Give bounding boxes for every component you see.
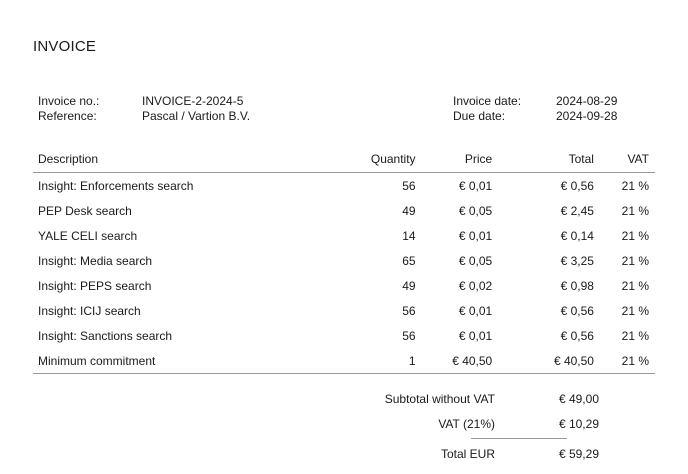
table-row — [33, 273, 655, 298]
reference-value: Pascal / Vartion B.V. — [142, 109, 251, 123]
row-description: Insight: Sanctions search — [38, 328, 173, 343]
row-price: € 0,05 — [458, 203, 493, 218]
row-total: € 2,45 — [560, 203, 594, 218]
subtotal-label: Subtotal without VAT — [384, 392, 495, 406]
row-vat: 21 % — [621, 253, 649, 268]
due-date-label: Due date: — [453, 109, 506, 123]
invoice-date-label: Invoice date: — [453, 94, 522, 108]
invoice-meta-values-left — [142, 94, 250, 124]
vat-label: VAT (21%) — [438, 417, 495, 431]
table-row — [33, 298, 655, 323]
vat-row — [33, 417, 655, 437]
row-total: € 0,56 — [560, 303, 594, 318]
header-price: Price — [416, 146, 493, 173]
row-description: YALE CELI search — [38, 228, 138, 243]
row-price: € 0,01 — [458, 178, 493, 193]
table-header-row — [33, 146, 655, 173]
row-total: € 40,50 — [492, 348, 594, 374]
table-row — [33, 348, 655, 374]
row-description: Insight: Media search — [38, 253, 153, 268]
row-total: € 0,56 — [560, 178, 594, 193]
row-description: Insight: Enforcements search — [38, 178, 194, 193]
row-quantity: 49 — [402, 203, 416, 218]
row-quantity: 56 — [402, 328, 416, 343]
row-quantity: 49 — [402, 278, 416, 293]
row-description: Insight: PEPS search — [38, 278, 152, 293]
subtotal-value: € 49,00 — [558, 392, 599, 406]
invoice-no-value: INVOICE-2-2024-5 — [142, 94, 244, 108]
vat-value: € 10,29 — [558, 417, 599, 431]
row-price: € 0,01 — [458, 303, 493, 318]
totals-divider — [471, 438, 567, 439]
header-quantity: Quantity — [333, 146, 416, 173]
row-vat: 21 % — [621, 328, 649, 343]
table-row — [33, 323, 655, 348]
row-description: PEP Desk search — [38, 203, 132, 218]
row-total: € 0,98 — [560, 278, 594, 293]
invoice-meta-labels-left — [38, 94, 99, 124]
due-date-value: 2024-09-28 — [556, 109, 618, 123]
row-price: € 0,05 — [458, 253, 493, 268]
reference-label: Reference: — [38, 109, 97, 123]
row-price: € 0,01 — [458, 228, 493, 243]
row-price: € 40,50 — [416, 348, 493, 374]
invoice-meta-labels-right — [453, 94, 521, 124]
subtotal-row — [33, 392, 655, 412]
header-description: Description — [33, 146, 333, 173]
row-price: € 0,01 — [458, 328, 493, 343]
row-total: € 0,56 — [560, 328, 594, 343]
row-quantity: 65 — [402, 253, 416, 268]
row-vat: 21 % — [621, 203, 649, 218]
line-items-table — [33, 146, 655, 374]
row-total: € 3,25 — [560, 253, 594, 268]
row-quantity: 14 — [402, 228, 416, 243]
table-row — [33, 173, 655, 199]
invoice-no-label: Invoice no.: — [38, 94, 100, 108]
row-vat: 21 % — [621, 278, 649, 293]
row-description: Minimum commitment — [33, 348, 333, 374]
row-price: € 0,02 — [458, 278, 493, 293]
row-total: € 0,14 — [560, 228, 594, 243]
row-description: Insight: ICIJ search — [38, 303, 141, 318]
invoice-date-value: 2024-08-29 — [556, 94, 618, 108]
row-vat: 21 % — [621, 303, 649, 318]
header-vat: VAT — [594, 146, 655, 173]
row-vat: 21 % — [594, 348, 655, 374]
table-row — [33, 248, 655, 273]
document-title: INVOICE — [33, 38, 97, 55]
row-quantity: 56 — [402, 178, 416, 193]
table-row — [33, 198, 655, 223]
row-vat: 21 % — [621, 178, 649, 193]
invoice-meta-values-right — [556, 94, 617, 124]
header-total: Total — [492, 146, 594, 173]
row-quantity: 56 — [402, 303, 416, 318]
row-vat: 21 % — [621, 228, 649, 243]
total-label: Total EUR — [440, 447, 495, 461]
total-row — [33, 447, 655, 467]
row-quantity: 1 — [333, 348, 416, 374]
total-value: € 59,29 — [558, 447, 599, 461]
table-row — [33, 223, 655, 248]
